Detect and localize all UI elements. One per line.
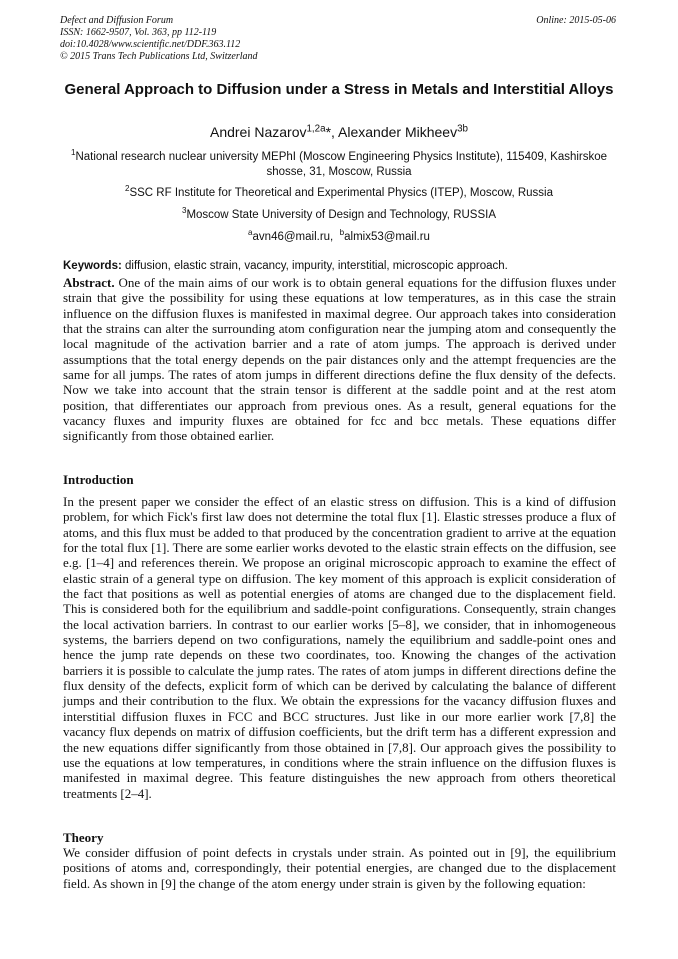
author-name: Alexander Mikheev [338,124,458,140]
affiliation-number: 3 [181,206,187,216]
theory-heading: Theory [63,830,104,845]
keywords-label: Keywords: [63,260,122,272]
affiliation-3 [60,208,618,223]
keywords [63,259,618,273]
affiliation-text: National research nuclear university MEPhI (Moscow Engineering Physics Institute), 115409, Kashirskoe shosse, 31, Moscow, Russia [75,151,608,178]
email-address[interactable]: almix53@mail.ru [344,231,430,243]
corresponding-author-mark: *, [325,124,335,140]
abstract-text: One of the main aims of our work is to obtain general equations for the diffusion fluxes under strain that give the possibility for using these equations at low temperatures, as in this case the strain influence on the diffusion fluxes is manifested in maximal degree. Our approach takes into consideration that the strains can alter the surrounding atom configuration near the jumping atom and consequently the local magnitude of the activation barrier and a rate of atom jumps. The approach is derived under assumptions that the total energy depends on the pair distances only and the attempt frequencies are the same for all jumps. The rates of atom jumps in different directions define the flux density of the defects. Now we take into account that the strain tensor is different at the saddle point and at the rest atom position, that differentiates our approach from previous ones. As a result, general equations for the vacancy fluxes and impurity fluxes are obtained for fcc and bcc metals. These equations differ significantly from those obtained earlier. [63,275,616,444]
keywords-text: diffusion, elastic strain, vacancy, impurity, interstitial, microscopic approach. [125,260,508,272]
abstract-label: Abstract. [63,275,115,290]
introduction-text: In the present paper we consider the effect of an elastic stress on diffusion. This is a kind of diffusion problem, for which Fick's first law does not determine the total flux [1]. Elastic stresses produce a flux of atoms, and this flux must be added to that produced by the concentration gradient to arrive at the equation for the total flux [1]. There are some earlier works devoted to the elastic strain effects on the diffusion, see e.g. [1–4] and references therein. We propose an original microscopic approach to examine the effect of elastic strain of a general type on diffusion. The key moment of this approach is explicit consideration of the fact that positions as well as potential energies of atoms are changed due to the displacement field. This is considered both for the equilibrium and saddle-point configurations. Consequently, strain changes the local activation barriers. In contrast to our earlier works [5–8], we consider, that in inhomogeneous systems, the barriers depend on two configurations, namely the equilibrium and saddle-point ones and hence the jump rate depends on these two coordinates, too. Knowing the changes of the activation barriers it is possible to calculate the jump rates. The rates of atom jumps in different directions define the flux density of the defects, explicit form of which can be derived by calculating the balance of different jumps and their contribution to the flux. We obtain the expressions for the vacancy diffusion fluxes and interstitial diffusion fluxes in FCC and BCC structures. Just like in our more earlier work [7,8] the vacancy flux depends on matrix of diffusion coefficients, but the drift term has a different expression and the new equations differ significantly from those obtained in [7,8]. Our approach gives the possibility to use the equations at low temperatures, in conditions where the strain influence on the diffusion fluxes is manifested in maximal degree. This feature distinguishes the new approach from others theoretical treatments [2–4]. [63,494,616,801]
author-name: Andrei Nazarov [209,124,307,140]
journal-name: Defect and Diffusion Forum [60,15,174,26]
copyright-line: © 2015 Trans Tech Publications Ltd, Switzerland [60,51,258,62]
author-line [60,123,618,141]
email-address[interactable]: avn46@mail.ru, [252,231,334,243]
author-affiliation-mark: 3b [457,123,468,135]
affiliation-text: SSC RF Institute for Theoretical and Experimental Physics (ITEP), Moscow, Russia [129,187,553,199]
affiliation-number: 2 [124,184,130,194]
affiliation-2 [60,186,618,201]
email-mark: b [339,228,345,238]
abstract [63,275,616,444]
email-mark: a [248,228,253,238]
email-line [60,230,618,245]
online-date: Online: 2015-05-06 [536,15,616,26]
theory-text: We consider diffusion of point defects in crystals under strain. As pointed out in [9], the equilibrium positions of atoms and, correspondingly, their potential energies, are changed due to the displacement field. As shown in [9] the change of the atom energy under strain is given by the following equation: [63,845,616,891]
affiliation-text: Moscow State University of Design and Technology, RUSSIA [186,209,497,221]
journal-header [60,15,616,63]
introduction-heading: Introduction [63,472,134,487]
affiliation-1 [60,150,618,180]
author-affiliation-mark: 1,2a [306,123,326,135]
affiliation-number: 1 [70,148,76,158]
doi-line: doi:10.4028/www.scientific.net/DDF.363.112 [60,39,241,50]
issn-line: ISSN: 1662-9507, Vol. 363, pp 112-119 [60,27,217,38]
paper-title: General Approach to Diffusion under a Stress in Metals and Interstitial Alloys [64,81,614,98]
